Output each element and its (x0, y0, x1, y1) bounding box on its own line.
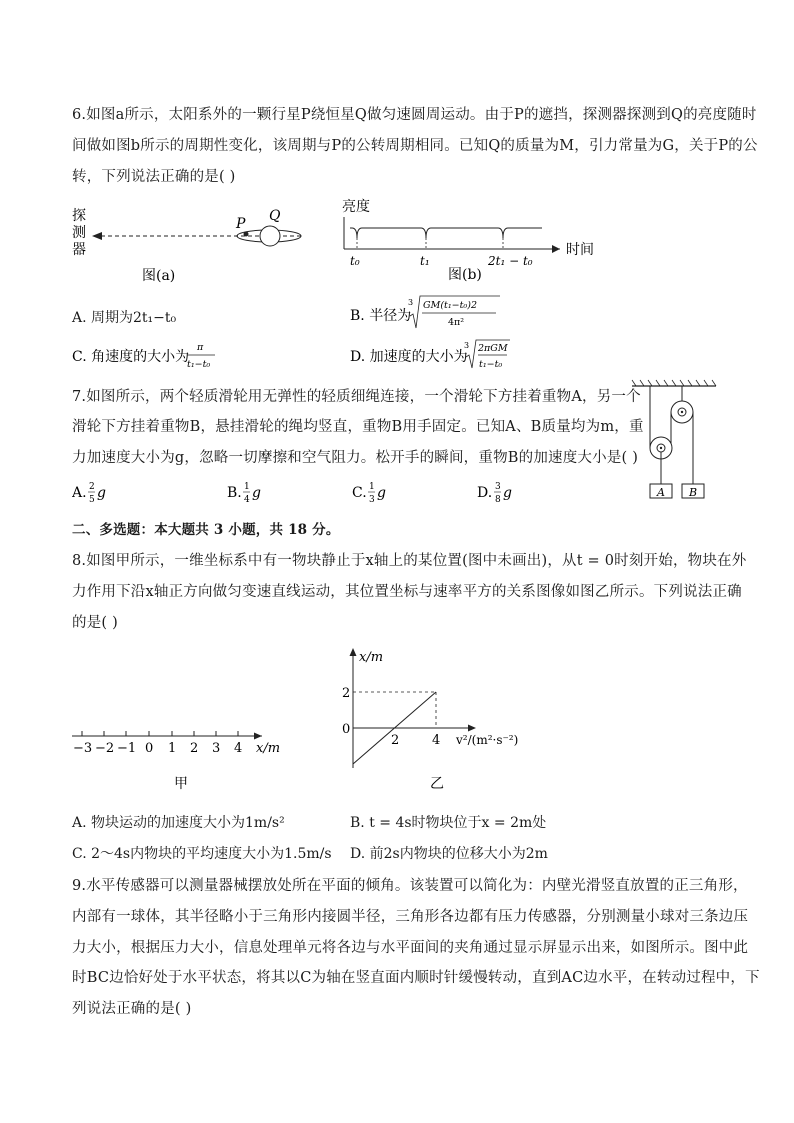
planet-label: P (236, 216, 246, 232)
tick-t1: t₁ (420, 254, 430, 268)
tick-label: −3 (73, 741, 93, 756)
q7-line-1: 7.如图所示，两个轻质滑轮用无弹性的轻质细绳连接，一个滑轮下方挂着重物A，另一个 (72, 389, 641, 405)
option-num: 1 (244, 482, 250, 492)
q6-option-c-num: π (197, 342, 204, 353)
section-title: 二、多选题：本大题共 3 小题，共 18 分。 (72, 522, 340, 538)
q7-option-b (227, 482, 261, 505)
fig-a-caption: 图(a) (142, 268, 176, 284)
q8-line-3: 的是( ) (72, 615, 118, 631)
q8-option-a: A. 物块运动的加速度大小为1m/s² (72, 815, 285, 831)
option-suffix: g (97, 485, 106, 501)
q6-option-d-root-index: 3 (464, 341, 470, 350)
x-tick-label: 4 (432, 733, 441, 748)
star-label: Q (269, 208, 281, 224)
detector-label-2: 测 (72, 225, 86, 241)
q6-option-b-prefix: B. 半径为 (350, 308, 412, 324)
q6-option-d-prefix: D. 加速度的大小为 (350, 349, 468, 365)
q6-option-d-den: t₁−t₀ (479, 359, 503, 370)
tick-label: 3 (212, 741, 221, 756)
option-num: 1 (369, 482, 375, 492)
q7-options (72, 478, 592, 508)
option-num: 2 (89, 482, 95, 492)
option-suffix: g (252, 485, 261, 501)
q7-pulley-figure (628, 378, 724, 502)
tick-label: 0 (145, 741, 154, 756)
y-axis-label: x/m (359, 650, 384, 665)
option-suffix: g (377, 485, 386, 501)
x-axis-label: v²/(m²·s⁻²) (456, 733, 519, 747)
q6-line-2: 间做如图b所示的周期性变化，该周期与P的公转周期相同。已知Q的质量为M，引力常量为G，关于P的公 (72, 138, 758, 154)
tick-label: 4 (234, 741, 243, 756)
fig-b-xlabel: 时间 (566, 242, 594, 258)
q7-option-d (477, 482, 512, 505)
q7-line-2: 滑轮下方挂着重物B，悬挂滑轮的绳均竖直，重物B用手固定。已知A、B质量均为m，重 (72, 419, 644, 435)
block-b-label: B (689, 486, 698, 499)
q6-option-d-num: 2πGM (478, 343, 508, 354)
q6-option-a: A. 周期为2t₁−t₀ (72, 310, 177, 326)
q8-figure-yi (338, 644, 538, 796)
y-arrow-icon (350, 648, 357, 656)
fig-b-caption: 图(b) (448, 267, 482, 283)
q6-line-3: 转，下列说法正确的是( ) (72, 169, 236, 185)
option-den: 5 (89, 495, 95, 505)
q6-option-c-den: t₁−t₀ (187, 359, 211, 370)
tick-label: 2 (190, 741, 199, 756)
q8-option-d: D. 前2s内物块的位移大小为2m (350, 846, 548, 862)
q6-option-c-prefix: C. 角速度的大小为 (72, 349, 190, 365)
q6-option-b-root-index: 3 (408, 298, 414, 307)
option-suffix: g (503, 485, 512, 501)
x-arrow-icon (254, 733, 262, 740)
y-tick-label: 2 (342, 686, 351, 701)
planet-p (244, 232, 249, 237)
q6-figure-a (64, 200, 324, 290)
x-tick-label: 2 (391, 733, 400, 748)
q8-option-c: C. 2～4s内物块的平均速度大小为1.5m/s (72, 846, 332, 862)
brightness-curve (350, 228, 542, 238)
q6-option-c (72, 337, 272, 373)
option-prefix: C. (352, 485, 367, 501)
tick-label: −1 (117, 741, 137, 756)
tick-label: −2 (95, 741, 115, 756)
option-prefix: D. (477, 485, 493, 501)
q8-figure-jia (68, 718, 298, 798)
q6-option-b-num: GM(t₁−t₀)2 (423, 300, 477, 311)
arrow-head-icon (92, 232, 102, 240)
axis-label: x/m (256, 741, 281, 756)
detector-label-3: 器 (72, 242, 86, 258)
y-tick-label: 0 (342, 722, 351, 737)
block-a-label: A (657, 486, 665, 499)
option-den: 3 (369, 495, 375, 505)
q9-line-4: 时BC边恰好处于水平状态，将其以C为轴在竖直面内顺时针缓慢转动，直到AC边水平，在转动过程中，下 (72, 970, 760, 986)
detector-label-1: 探 (72, 208, 86, 224)
fig-jia-caption: 甲 (174, 776, 188, 792)
option-den: 4 (244, 495, 250, 505)
option-prefix: B. (227, 485, 242, 501)
q8-line-2: 力作用下沿x轴正方向做匀变速直线运动，其位置坐标与速率平方的关系图像如图乙所示。下列说法正确 (72, 584, 742, 600)
q7-option-c (352, 482, 386, 505)
q6-figure-b (330, 195, 610, 290)
tick-t2: 2t₁ − t₀ (488, 254, 533, 268)
x-arrow-icon (552, 245, 560, 253)
q6-option-d (350, 337, 530, 373)
q9-line-5: 列说法正确的是( ) (72, 1001, 192, 1017)
q6-option-b (350, 292, 530, 336)
q7-line-3: 力加速度大小为g，忽略一切摩擦和空气阻力。松开手的瞬间，重物B的加速度大小是( ) (72, 450, 639, 466)
tick-t0: t₀ (350, 254, 360, 268)
q6-option-b-den: 4π² (448, 317, 465, 328)
option-num: 3 (495, 482, 501, 492)
q6-line-1: 6.如图a所示，太阳系外的一颗行星P绕恒星Q做匀速圆周运动。由于P的遮挡，探测器探测到Q的亮度随时 (72, 107, 757, 123)
tick-label: 1 (168, 741, 177, 756)
q9-line-3: 力大小，根据压力大小，信息处理单元将各边与水平面间的夹角通过显示屏显示出来，如图所示。图中此 (72, 940, 749, 956)
q9-line-1: 9.水平传感器可以测量器械摆放处所在平面的倾角。该装置可以简化为：内壁光滑竖直放置的正三角形， (72, 878, 748, 894)
star-q (260, 226, 280, 246)
fig-b-ylabel: 亮度 (342, 199, 370, 215)
q9-line-2: 内部有一球体，其半径略小于三角形内接圆半径，三角形各边都有压力传感器，分别测量小球对三条边压 (72, 909, 749, 925)
x-arrow-icon (468, 725, 476, 732)
option-prefix: A. (72, 485, 87, 501)
q8-line-1: 8.如图甲所示，一维坐标系中有一物块静止于x轴上的某位置(图中未画出)，从t = 0时刻开始，物块在外 (72, 553, 747, 569)
fig-yi-caption: 乙 (430, 776, 444, 792)
q8-option-b: B. t = 4s时物块位于x = 2m处 (350, 815, 547, 831)
option-den: 8 (495, 495, 501, 505)
q7-option-a (72, 482, 106, 505)
